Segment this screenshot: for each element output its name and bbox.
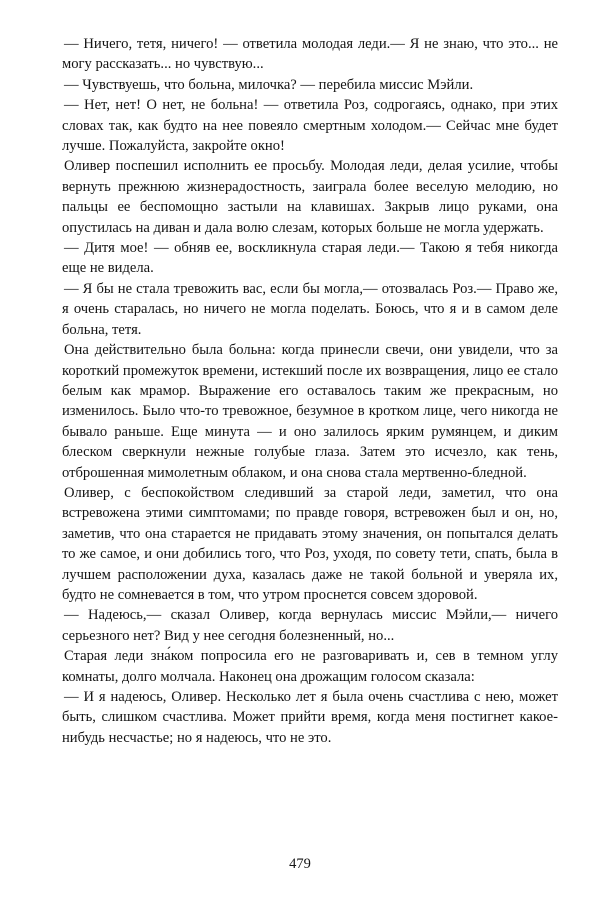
paragraph-9: — Надеюсь,— сказал Оливер, когда вернулась миссис Мэйли,— ничего серьезного нет? Вид у нее сегодня болезненный, но... xyxy=(62,607,558,644)
paragraph-5: — Дитя мое! — обняв ее, воскликнула старая леди.— Такою я тебя никогда еще не видела. xyxy=(62,240,558,277)
paragraph-2: — Чувствуешь, что больна, милочка? — перебила миссис Мэйли. xyxy=(64,76,474,93)
paragraph-7: Она действительно была больна: когда принесли свечи, они увидели, что за короткий промежуток времени, истекший после их возвращения, лицо ее стало белым как мрамор. Выражение его оставалось таким же прекрасным, но изменилось. Было что-то тревожное, безумное в кротком лице, чего никогда не бывало раньше. Еще минута — и оно залилось ярким румянцем, и диким блеском сверкнули нежные голубые глаза. Затем это исчезло, как тень, отброшенная мимолетным облаком, и она снова стала мертвенно-бледной. xyxy=(62,342,558,481)
paragraph-6: — Я бы не стала тревожить вас, если бы могла,— отозвалась Роз.— Право же, я очень старалась, но ничего не могла поделать. Боюсь, что я и в самом деле больна, тетя. xyxy=(62,280,558,338)
paragraph-10: Старая леди зна́ком попросила его не разговаривать и, сев в темном углу комнаты, долго молчала. Наконец она дрожащим голосом сказала: xyxy=(62,648,558,685)
paragraph-3: — Нет, нет! О нет, не больна! — ответила Роз, содрогаясь, однако, при этих словах так, как будто на нее повеяло смертным холодом.— Сейчас мне будет лучше. Пожалуйста, закройте окно! xyxy=(62,97,558,155)
paragraph-1: — Ничего, тетя, ничего! — ответила молодая леди.— Я не знаю, что это... не могу рассказать... но чувствую... xyxy=(62,36,558,73)
paragraph-8: Оливер, с беспокойством следивший за старой леди, заметил, что она встревожена этими симптомами; по правде говоря, встревожен был и он, но, заметив, что она старается не придавать этому значения, он попытался делать то же самое, и они добились того, что Роз, уходя, по совету тети, спать, была в лучшем расположении духа, казалась даже не такой больной и уверяла их, будто не сомневается в том, что утром проснется совсем здоровой. xyxy=(62,484,558,603)
page-number: 479 xyxy=(289,856,311,872)
paragraph-4: Оливер поспешил исполнить ее просьбу. Молодая леди, делая усилие, чтобы вернуть прежнюю жизнерадостность, заиграла более веселую мелодию, но пальцы ее беспомощно застыли на клавишах. Закрыв лицо руками, она опустилась на диван и дала волю слезам, которых больше не могла удержать. xyxy=(62,158,558,236)
page-body xyxy=(62,34,558,748)
paragraph-11: — И я надеюсь, Оливер. Несколько лет я была очень счастлива с нею, может быть, слишком счастлива. Может прийти время, когда меня постигнет какое-нибудь несчастье; но я надеюсь, что не это. xyxy=(62,689,558,746)
